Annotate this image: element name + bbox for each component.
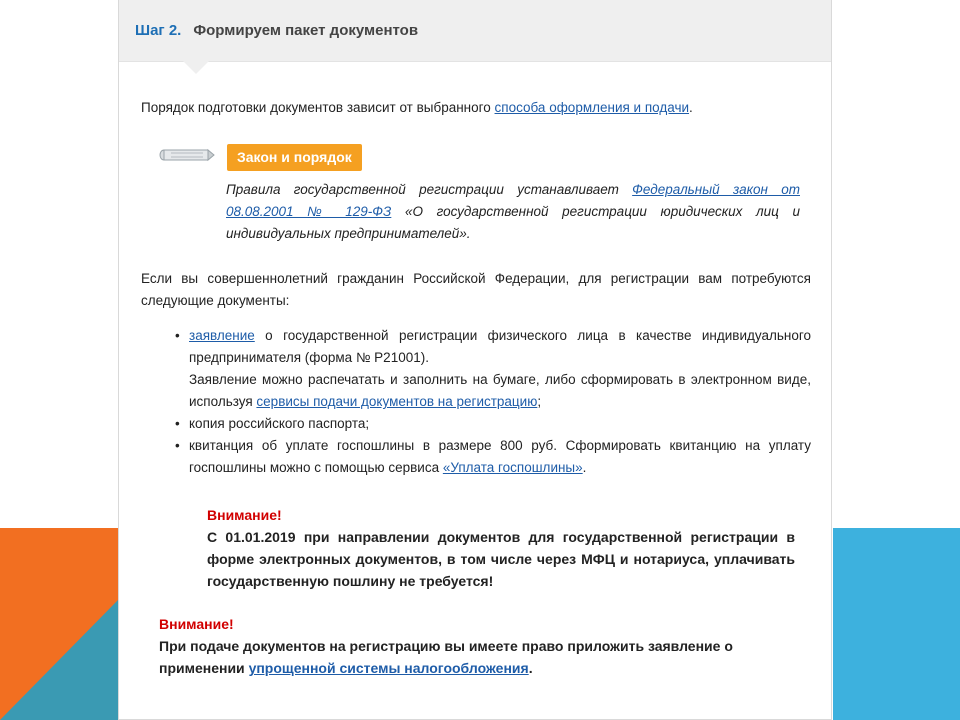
list-item [175, 325, 811, 413]
list-item [175, 435, 811, 479]
application-link[interactable]: заявление [189, 328, 255, 343]
application-note-end: ; [537, 394, 542, 409]
receipt-text: квитанция об уплате госпошлины в размере 800 руб. Сформировать квитанцию на уплату госпошлины можно с помощью сервиса [189, 438, 811, 475]
simplified-tax-link[interactable]: упрощенной системы налогообложения [248, 660, 529, 676]
state-fee-link[interactable]: «Уплата госпошлины» [442, 460, 583, 475]
submission-services-link[interactable]: сервисы подачи документов на регистрацию [256, 394, 538, 409]
warning-title: Внимание! [207, 507, 282, 523]
step-header [119, 0, 831, 62]
warning-text: С 01.01.2019 при направлении документов для государственной регистрации в форме электронных документов, в том числе через МФЦ и нотариуса, уплачивать государственную пошлину не требуется! [207, 529, 795, 589]
warning2-text-before: При подаче документов на регистрацию вы имеете право приложить заявление о применении [159, 638, 733, 676]
warning2-end: . [528, 660, 533, 676]
submission-method-link[interactable]: способа оформления и подачи [494, 100, 690, 115]
list-item [175, 413, 811, 435]
decorative-blue-block [833, 528, 960, 720]
intro-text: Порядок подготовки документов зависит от выбранного [141, 100, 495, 115]
step-title: Формируем пакет документов [193, 22, 419, 39]
step-number: Шаг 2. [135, 22, 182, 39]
documents-list [175, 325, 811, 479]
application-note: Заявление можно распечатать и заполнить на бумаге, либо сформировать в электронном виде, используя [189, 372, 811, 409]
application-text: о государственной регистрации физического лица в качестве индивидуального предпринимателя (форма № Р21001). [189, 328, 811, 365]
warning-title: Внимание! [159, 616, 234, 632]
intro-end: . [689, 100, 693, 115]
warning-block-2 [159, 613, 799, 679]
law-badge: Закон и порядок [227, 144, 362, 171]
step-card [118, 0, 832, 720]
warning-text [159, 635, 799, 679]
warning-block-1 [207, 504, 795, 592]
passport-text: копия российского паспорта; [189, 416, 370, 431]
law-text-after: «О государственной регистрации юридических лиц и индивидуальных предпринимателей». [226, 204, 800, 241]
receipt-end: . [582, 460, 587, 475]
federal-law-link[interactable]: Федеральный закон от 08.08.2001 № 129-ФЗ [226, 182, 800, 219]
intro-paragraph [141, 97, 811, 119]
law-paragraph [226, 179, 800, 245]
scroll-icon [159, 148, 215, 162]
citizen-paragraph: Если вы совершеннолетний гражданин Российской Федерации, для регистрации вам потребуются следующие документы: [141, 271, 811, 308]
law-text-before: Правила государственной регистрации устанавливает [226, 182, 633, 197]
